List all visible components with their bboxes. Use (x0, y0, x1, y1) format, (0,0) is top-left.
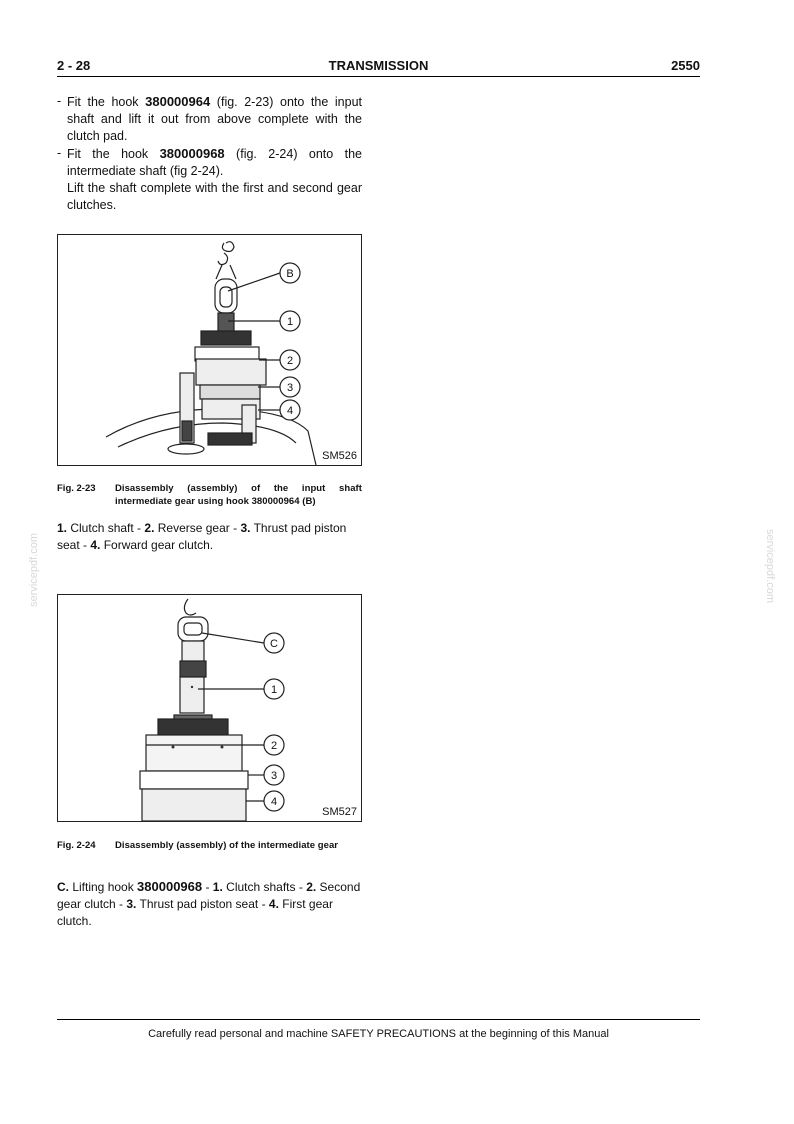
figure-legend-2-24 (57, 878, 362, 930)
legend-key: 4. (268, 897, 279, 911)
bullet: - (57, 94, 62, 108)
instruction-step-2 (57, 145, 362, 180)
caption-text: Disassembly (assembly) of the intermediate gear (115, 840, 339, 851)
legend-text: First gear clutch. (57, 897, 333, 928)
legend-key: C. (57, 880, 69, 894)
figure-2-24 (57, 594, 362, 822)
caption-number: Fig. 2-23 (57, 483, 96, 494)
callout-3: 3 (270, 770, 278, 782)
legend-text: Lifting hook (69, 880, 138, 894)
figure-2-23 (57, 234, 362, 466)
callout-2: 2 (286, 355, 294, 367)
callout-1: 1 (270, 684, 278, 696)
page-header (57, 58, 700, 76)
caption-text: Disassembly (assembly) of the input shaft intermediate gear using hook 380000964 (B) (115, 483, 362, 507)
page-footer: Carefully read personal and machine SAFETY PRECAUTIONS at the beginning of this Manual (148, 1028, 609, 1040)
watermark-right: servicepdf.com (764, 529, 776, 603)
instruction-steps (57, 93, 362, 214)
step-text: Fit the hook (67, 95, 146, 109)
legend-key: 3. (126, 897, 137, 911)
figure-legend-2-23 (57, 520, 362, 554)
legend-text: Reverse gear - (154, 521, 241, 535)
caption-number: Fig. 2-24 (57, 840, 96, 851)
figure-code: SM527 (322, 806, 357, 818)
figure-caption-2-23 (57, 482, 362, 508)
callout-4: 4 (286, 405, 294, 417)
legend-key: 4. (90, 538, 101, 552)
model-number: 2550 (671, 58, 700, 73)
part-number: 380000968 (137, 879, 203, 894)
callout-2: 2 (270, 740, 278, 752)
watermark-left: servicepdf.com (28, 533, 40, 607)
callout-3: 3 (286, 382, 294, 394)
legend-key: 2. (306, 880, 317, 894)
bullet: - (57, 146, 62, 160)
legend-text: Forward gear clutch. (100, 538, 214, 552)
instruction-step-2-note (57, 180, 362, 214)
legend-key: 1. (212, 880, 223, 894)
step-text: Lift the shaft complete with the first and second gear clutches. (67, 181, 362, 212)
figure-caption-2-24 (57, 839, 362, 852)
step-text: (fig. 2-23) onto the input shaft and lift it out from above complete with the clutch pad. (67, 95, 362, 143)
instruction-step-1 (57, 93, 362, 145)
part-number: 380000964 (145, 94, 211, 109)
step-text: (fig. 2-24) onto the intermediate shaft (fig 2-24). (67, 147, 362, 178)
part-number: 380000968 (159, 146, 225, 161)
step-text: Fit the hook (67, 147, 160, 161)
intermediate-shaft-illustration (58, 595, 361, 821)
legend-key: 3. (240, 521, 251, 535)
page-number: 2 - 28 (57, 58, 91, 73)
legend-text: Clutch shafts - (222, 880, 307, 894)
legend-text: Thrust pad piston seat - (57, 521, 347, 552)
footer-divider (57, 1019, 700, 1020)
section-title: TRANSMISSION (328, 58, 429, 73)
legend-text: Second gear clutch - (57, 880, 361, 911)
figure-code: SM526 (322, 450, 357, 462)
callout-c: C (270, 638, 278, 650)
legend-key: 1. (57, 521, 68, 535)
callout-b: B (286, 268, 294, 280)
legend-text: Thrust pad piston seat - (136, 897, 269, 911)
input-shaft-illustration (58, 235, 361, 465)
legend-key: 2. (144, 521, 155, 535)
legend-text: Clutch shaft - (67, 521, 145, 535)
header-divider (57, 76, 700, 77)
legend-text: - (202, 880, 213, 894)
callout-4: 4 (270, 796, 278, 808)
callout-1: 1 (286, 316, 294, 328)
